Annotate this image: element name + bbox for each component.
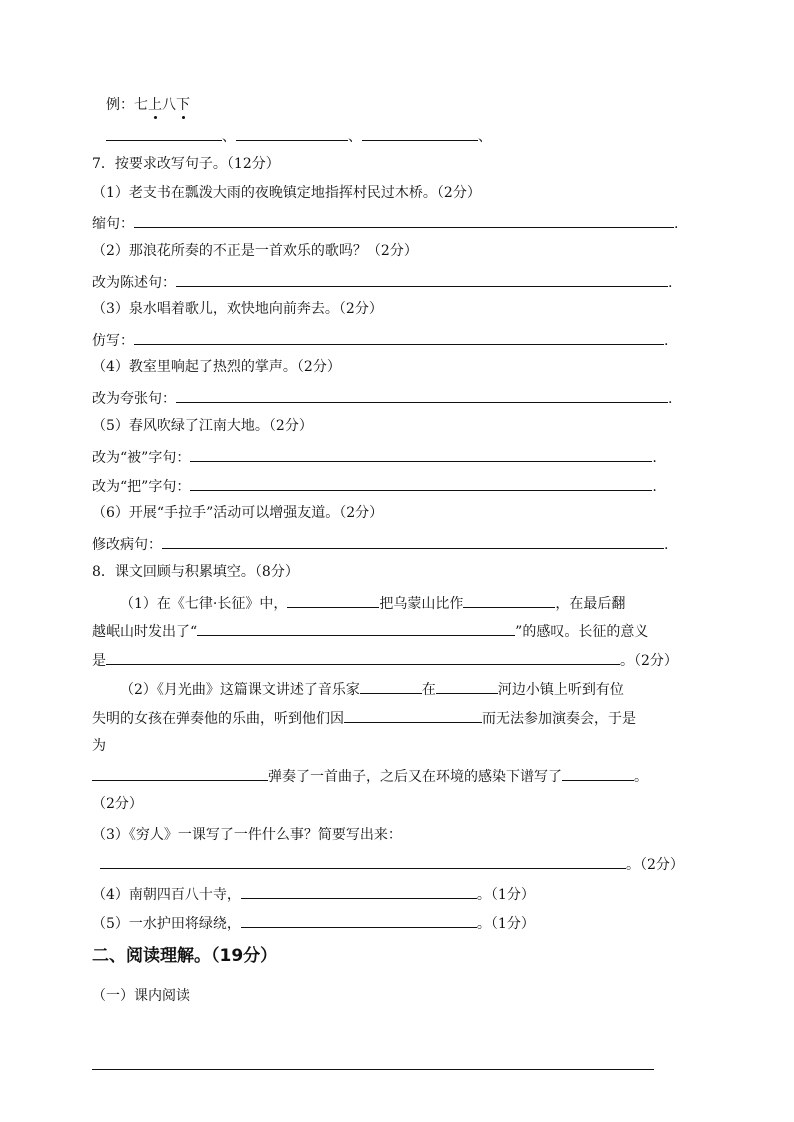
q8-p2-line5: （2分） <box>92 796 143 812</box>
text: 。（2分） <box>626 857 684 873</box>
q8-p1-line2 <box>92 620 648 642</box>
text: ”的感叹。长征的意义 <box>515 624 649 640</box>
answer-blank[interactable] <box>344 707 482 723</box>
example-char-dotted: 上 <box>148 97 162 113</box>
footer-rule <box>92 1069 654 1070</box>
text: （2）《月光曲》这篇课文讲述了音乐家 <box>120 682 360 698</box>
text: 。（1分） <box>476 887 535 903</box>
q7-s6-answer-line <box>92 533 668 555</box>
answer-blank[interactable] <box>241 883 477 899</box>
period: . <box>668 275 673 291</box>
answer-blank[interactable] <box>236 125 348 141</box>
text: （5）一水护田将绿绕， <box>92 916 241 932</box>
text: 把乌蒙山比作 <box>379 596 464 612</box>
text: 失明的女孩在弹奏他的乐曲，听到他们因 <box>92 711 344 727</box>
example-line <box>106 95 190 115</box>
period: . <box>674 216 679 232</box>
q8-p2-line4 <box>92 765 648 787</box>
answer-blank[interactable] <box>176 271 668 287</box>
text: 河边小镇上听到有位 <box>497 682 624 698</box>
text: 在 <box>421 682 436 698</box>
q7-s3-question: （3）泉水唱着歌儿，欢快地向前奔去。（2分） <box>92 301 383 317</box>
answer-label: 修改病句： <box>92 537 162 553</box>
answer-blank[interactable] <box>190 446 652 462</box>
example-char: 八 <box>162 97 176 113</box>
text: 弹奏了一首曲子，之后又在环境的感染下谱写了 <box>268 769 562 785</box>
subsection-heading: （一）课内阅读 <box>92 988 190 1004</box>
period: . <box>668 391 673 407</box>
answer-blank[interactable] <box>463 592 555 608</box>
separator: 、 <box>348 129 362 145</box>
q7-s4-answer-line <box>92 387 672 409</box>
answer-blank[interactable] <box>562 765 634 781</box>
example-blanks <box>106 125 492 147</box>
period: . <box>652 450 657 466</box>
example-prefix: 例： <box>106 97 134 113</box>
q7-s2-question: （2）那浪花所奏的不正是一首欢乐的歌吗？（2分） <box>92 243 418 259</box>
period: . <box>664 537 669 553</box>
answer-label: 改为“把”字句： <box>92 479 191 495</box>
answer-blank[interactable] <box>241 912 477 928</box>
q8-p3-question: （3）《穷人》一课写了一件什么事？简要写出来： <box>92 827 402 843</box>
answer-blank[interactable] <box>197 620 515 636</box>
answer-label: 仿写： <box>92 333 134 349</box>
section-heading: 二、阅读理解。（19分） <box>92 946 278 966</box>
q7-s5-answer-line-a <box>92 446 657 468</box>
answer-blank[interactable] <box>106 125 222 141</box>
separator: 、 <box>222 129 236 145</box>
example-char-dotted: 下 <box>176 97 190 113</box>
q7-s1-answer-line <box>92 212 678 234</box>
answer-blank[interactable] <box>134 212 674 228</box>
q7-s2-answer-line <box>92 271 672 293</box>
q7-s5-answer-line-b <box>92 475 657 497</box>
q7-s5-question: （5）春风吹绿了江南大地。（2分） <box>92 418 313 434</box>
text: 越岷山时发出了“ <box>92 624 198 640</box>
period: . <box>652 479 657 495</box>
answer-blank[interactable] <box>287 592 379 608</box>
q8-p4-line <box>92 883 535 905</box>
q7-s1-question: （1）老支书在瓢泼大雨的夜晚镇定地指挥村民过木桥。（2分） <box>92 185 481 201</box>
answer-blank[interactable] <box>176 387 668 403</box>
q8-p2-line1 <box>120 678 624 700</box>
text: 而无法参加演奏会，于是 <box>482 711 636 727</box>
answer-blank[interactable] <box>360 678 422 694</box>
q8-p2-line3: 为 <box>92 738 106 754</box>
text: ，在最后翻 <box>555 596 626 612</box>
answer-blank[interactable] <box>106 649 620 665</box>
text: 。（1分） <box>476 916 535 932</box>
q7-s6-question: （6）开展“手拉手”活动可以增强友道。（2分） <box>92 505 384 521</box>
q8-p2-line2 <box>92 707 636 729</box>
q7-s3-answer-line <box>92 329 668 351</box>
answer-blank[interactable] <box>190 475 652 491</box>
period: . <box>664 333 669 349</box>
example-char: 七 <box>134 97 148 113</box>
q7-s4-question: （4）教室里响起了热烈的掌声。（2分） <box>92 359 341 375</box>
answer-label: 缩句： <box>92 216 134 232</box>
answer-label: 改为夸张句： <box>92 391 176 407</box>
answer-blank[interactable] <box>100 853 626 869</box>
answer-blank[interactable] <box>92 765 268 781</box>
answer-label: 改为陈述句： <box>92 275 176 291</box>
answer-blank[interactable] <box>162 533 664 549</box>
answer-blank[interactable] <box>362 125 478 141</box>
q8-p3-answer-line <box>100 853 684 875</box>
q8-p5-line <box>92 912 535 934</box>
text: （4）南朝四百八十寺， <box>92 887 241 903</box>
text: （1）在《七律·长征》中， <box>120 596 288 612</box>
text: 是 <box>92 653 106 669</box>
text: 。（2分） <box>620 653 678 669</box>
answer-label: 改为“被”字句： <box>92 450 191 466</box>
q8-p1-line3 <box>92 649 678 671</box>
text: 。 <box>634 769 648 785</box>
answer-blank[interactable] <box>134 329 664 345</box>
separator: 、 <box>478 129 492 145</box>
answer-blank[interactable] <box>436 678 498 694</box>
q8-title: 8．课文回顾与积累填空。（8分） <box>92 564 299 580</box>
q7-title: 7．按要求改写句子。（12分） <box>92 156 280 172</box>
q8-p1-line1 <box>120 592 625 614</box>
